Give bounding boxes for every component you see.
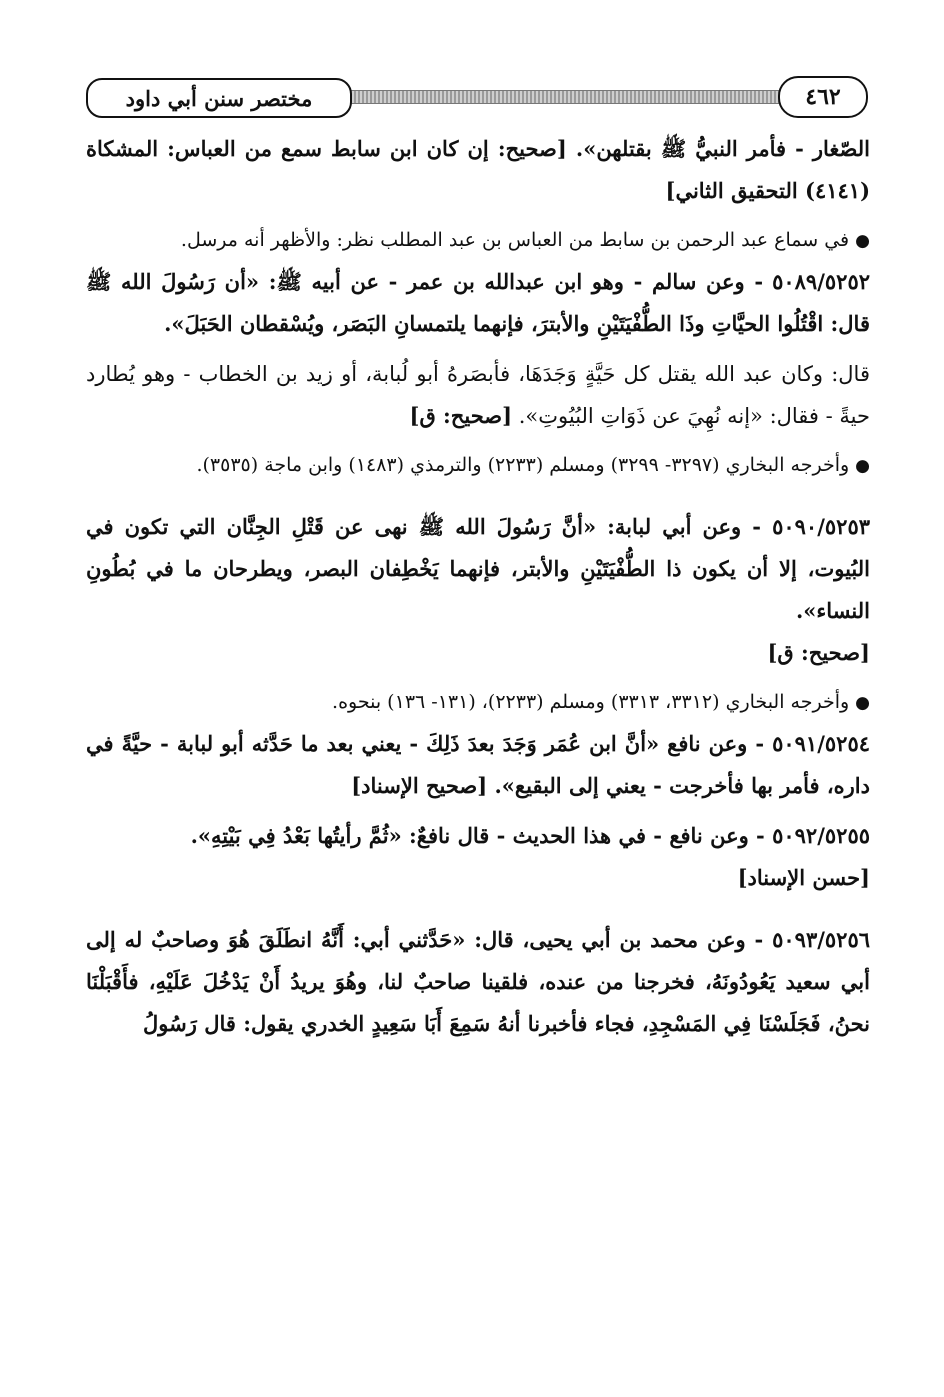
hadith-5255-grade-line (86, 857, 870, 899)
hadith-5255-text: - وعن نافع - في هذا الحديث - قال نافعٌ: «ثُمَّ رأيتُها بَعْدُ فِي بَيْتِهِ». (190, 823, 765, 848)
hadith-5252 (86, 261, 870, 345)
hadith-5253-grade: [صحيح: ق] (767, 640, 870, 665)
hadith-5253-number: ٥٠٩٠/٥٢٥٣ (772, 514, 870, 539)
hadith-5255-number: ٥٠٩٢/٥٢٥٥ (772, 823, 870, 848)
hadith-5253-grade-line (86, 632, 870, 674)
footnote-1 (86, 220, 870, 261)
hadith-5253 (86, 506, 870, 632)
hadith-5252-number: ٥٠٨٩/٥٢٥٢ (772, 269, 870, 294)
footnote-1-text: في سماع عبد الرحمن بن سابط من العباس بن عبد المطلب نظر: والأظهر أنه مرسل. (180, 229, 850, 251)
hadith-5256-text: - وعن محمد بن أبي يحيى، قال: «حَدَّثني أبي: أَنَّهُ انطَلَقَ هُوَ وصاحبٌ له إلى أبي سعيد يَعُودُونَهُ، فخرجنا من عنده، فلقينا صاحبٌ لنا، وهُوَ يريدُ أَنْ يَدْخُلَ عَلَيْهِ، فأَقْبَلْنَا نحنُ، فَجَلَسْنَا فِي المَسْجِدِ، فجاء فأخبرنا أنهُ سَمِعَ أَبَا سَعِيدٍ الخدري يقول: قال رَسُولُ (86, 927, 870, 1036)
continued-hadith-text (86, 128, 870, 212)
footnote-2-text: وأخرجه البخاري (٣٢٩٧- ٣٢٩٩) ومسلم (٢٢٣٣) والترمذي (١٤٨٣) وابن ماجة (٣٥٣٥). (196, 454, 850, 476)
page-header (86, 76, 868, 120)
footnote-3-text: وأخرجه البخاري (٣٣١٢، ٣٣١٣) ومسلم (٢٢٣٣)، (١٣١- ١٣٦) بنحوه. (332, 691, 850, 713)
bullet-icon: ● (855, 693, 870, 713)
hadith-5256 (86, 919, 870, 1045)
header-rule (346, 90, 798, 104)
hadith-5252-continuation (86, 353, 870, 437)
footnote-2 (86, 445, 870, 486)
hadith-5255 (86, 815, 870, 857)
hadith-5254-number: ٥٠٩١/٥٢٥٤ (772, 731, 870, 756)
hadith-5253-text: - وعن أبي لبابة: «أنَّ رَسُولَ الله ﷺ نهى عن قَتْلِ الجِنَّان التي تكون في البُيوت، إلا أن يكون ذا الطُّفْيَتَيْنِ والأبتر، فإنهما يَخْطِفان البصر، ويطرحان ما في بُطُونِ النساء». (86, 514, 870, 623)
footnote-3 (86, 682, 870, 723)
hadith-5255-grade: [حسن الإسناد] (737, 865, 870, 890)
hadith-5252-grade: [صحيح: ق] (409, 403, 513, 428)
continued-hadith-content: الصّغار - فأمر النبيُّ ﷺ بقتلهن». [صحيح: إن كان ابن سابط سمع من العباس: المشكاة (٤١٤١) التحقيق الثاني] (86, 136, 870, 203)
hadith-5254-grade: [صحيح الإسناد] (351, 773, 488, 798)
page-body (86, 128, 870, 1045)
hadith-5252-continuation-text: قال: وكان عبد الله يقتل كل حَيَّةٍ وَجَدَهَا، فأبصَرهُ أبو لُبابة، أو زيد بن الخطاب - وهو يُطارد حيةً - فقال: «إنه نُهِيَ عن ذَوَاتِ البُيُوتِ». (86, 362, 870, 428)
hadith-5256-number: ٥٠٩٣/٥٢٥٦ (772, 927, 871, 952)
bullet-icon: ● (855, 456, 870, 476)
book-title: مختصر سنن أبي داود (86, 78, 352, 118)
page-number: ٤٦٢ (778, 76, 868, 118)
hadith-5252-text: - وعن سالم - وهو ابن عبدالله بن عمر - عن أبيه ﷺ: «أن رَسُولَ الله ﷺ قال: اقْتُلُوا الحيَّاتِ وذَا الطُّفْيَتَيْنِ والأبترَ، فإنهما يلتمسانِ البَصَر، ويُسْقطان الحَبَلَ». (86, 269, 870, 336)
hadith-5254 (86, 723, 870, 807)
bullet-icon: ● (855, 231, 870, 251)
hadith-5254-text: - وعن نافع «أنَّ ابن عُمَر وَجَدَ بعدَ ذَلِكَ - يعني بعد ما حَدَّثه أبو لبابة - حيَّةً في داره، فأمر بها فأخرجت - يعني إلى البقيع». (86, 731, 870, 798)
